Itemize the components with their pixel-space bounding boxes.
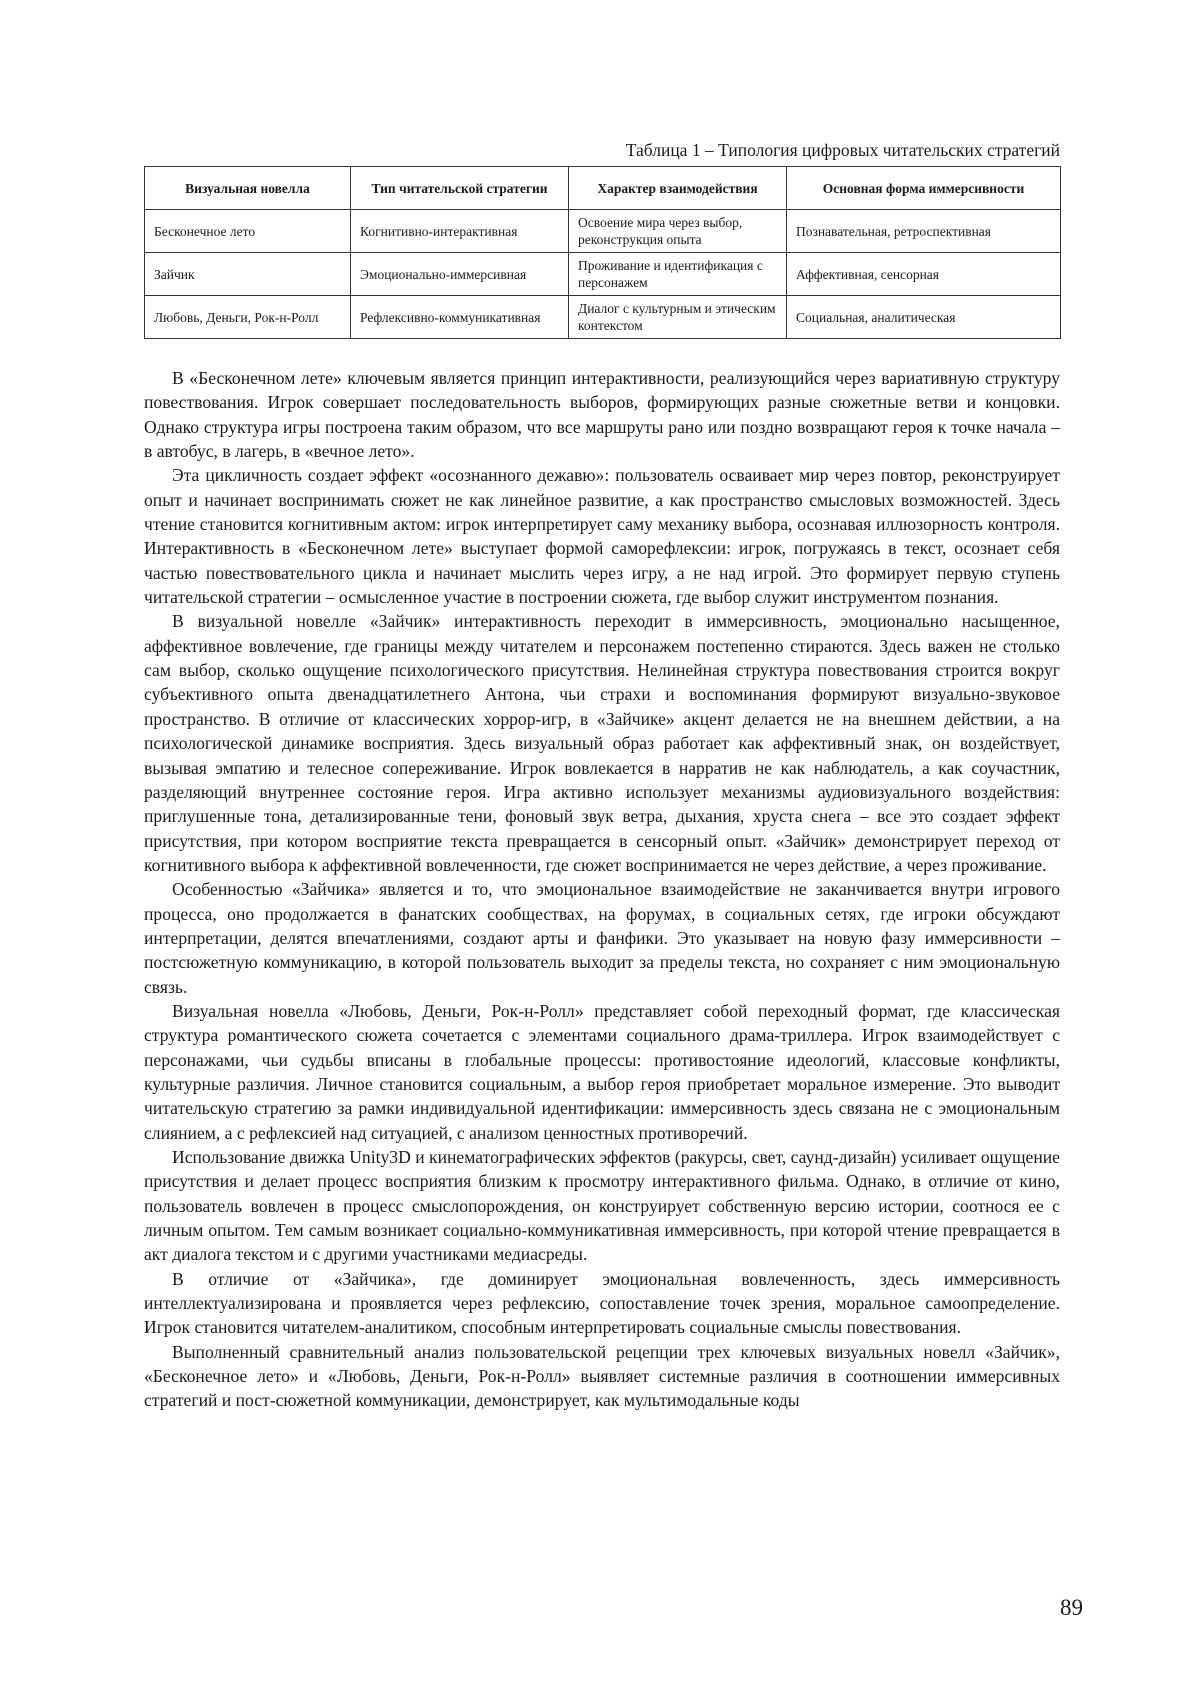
paragraph: В визуальной новелле «Зайчик» интерактивность переходит в иммерсивность, эмоционально насыщенное, аффективное вовлечение, где границы между читателем и персонажем постепенно стираются. Здесь важен не столько сам выбор, сколько ощущение психологического присутствия. Нелинейная структура повествования строится вокруг субъективного опыта двенадцатилетнего Антона, чьи страхи и воспоминания формируют визуально-звуковое пространство. В отличие от классических хоррор-игр, в «Зайчике» акцент делается не на внешнем действии, а на психологической динамике восприятия. Здесь визуальный образ работает как аффективный знак, он воздействует, вызывая эмпатию и телесное сопереживание. Игрок вовлекается в нарратив не как наблюдатель, а как соучастник, разделяющий внутреннее состояние героя. Игра активно использует механизмы аудиовизуального воздействия: приглушенные тона, детализированные тени, фоновый звук ветра, дыхания, хруста снега – все это создает эффект присутствия, при котором восприятие текста превращается в сенсорный опыт. «Зайчик» демонстрирует переход от когнитивного выбора к аффективной вовлеченности, где сюжет воспринимается не через действие, а через проживание. [144, 611, 1060, 875]
header-strategy-type: Тип читательской стратегии [351, 167, 569, 210]
header-visual-novel: Визуальная новелла [145, 167, 351, 210]
table-cell: Познавательная, ретроспективная [787, 210, 1061, 253]
header-interaction-character: Характер взаимодействия [569, 167, 787, 210]
table-row [145, 210, 1061, 253]
paragraph: Эта цикличность создает эффект «осознанного дежавю»: пользователь осваивает мир через повтор, реконструирует опыт и начинает воспринимать сюжет не как линейное развитие, а как пространство смысловых возможностей. Здесь чтение становится когнитивным актом: игрок интерпретирует саму механику выбора, осознавая иллюзорность контроля. Интерактивность в «Бесконечном лете» выступает формой саморефлексии: игрок, погружаясь в текст, осознает себя частью повествовательного цикла и начинает мыслить через игру, а не над игрой. Это формирует первую ступень читательской стратегии – осмысленное участие в построении сюжета, где выбор служит инструментом познания. [144, 465, 1060, 608]
table-cell: Диалог с культурным и этическим контекстом [569, 296, 787, 339]
table-caption: Таблица 1 – Типология цифровых читательских стратегий [625, 140, 1060, 160]
table-cell: Эмоционально-иммерсивная [351, 253, 569, 296]
table-cell: Бесконечное лето [145, 210, 351, 253]
paragraph: Визуальная новелла «Любовь, Деньги, Рок-н-Ролл» представляет собой переходный формат, где классическая структура романтического сюжета сочетается с элементами социального драма-триллера. Игрок взаимодействует с персонажами, чьи судьбы вписаны в глобальные процессы: противостояние идеологий, классовые конфликты, культурные различия. Личное становится социальным, а выбор героя приобретает моральное измерение. Это выводит читательскую стратегию за рамки индивидуальной идентификации: иммерсивность здесь связана не с эмоциональным слиянием, а с рефлексией над ситуацией, с анализом ценностных противоречий. [144, 1000, 1060, 1143]
paragraph: В отличие от «Зайчика», где доминирует эмоциональная вовлеченность, здесь иммерсивность интеллектуализирована и проявляется через рефлексию, сопоставление точек зрения, моральное самоопределение. Игрок становится читателем-аналитиком, способным интерпретировать социальные смыслы повествования. [144, 1268, 1060, 1338]
table-cell: Социальная, аналитическая [787, 296, 1061, 339]
paragraph: Особенностью «Зайчика» является и то, что эмоциональное взаимодействие не заканчивается внутри игрового процесса, оно продолжается в фанатских сообществах, на форумах, в социальных сетях, где игроки обсуждают интерпретации, делятся впечатлениями, создают арты и фанфики. Это указывает на новую фазу иммерсивности – постсюжетную коммуникацию, в которой пользователь выходит за пределы текста, но сохраняет с ним эмоциональную связь. [144, 879, 1060, 997]
table-cell: Когнитивно-интерактивная [351, 210, 569, 253]
typology-table [144, 166, 1061, 339]
table-cell: Аффективная, сенсорная [787, 253, 1061, 296]
table-cell: Любовь, Деньги, Рок-н-Ролл [145, 296, 351, 339]
page-number: 89 [1060, 1595, 1083, 1620]
table-cell: Зайчик [145, 253, 351, 296]
table-row [145, 253, 1061, 296]
paragraph: Использование движка Unity3D и кинематографических эффектов (ракурсы, свет, саунд-дизайн) усиливает ощущение присутствия и делает процесс восприятия близким к просмотру интерактивного фильма. Однако, в отличие от кино, пользователь вовлечен в процесс смыслопорождения, он конструирует собственную версию истории, соотнося ее с личным опытом. Тем самым возникает социально-коммуникативная иммерсивность, при которой чтение превращается в акт диалога текстом и с другими участниками медиасреды. [144, 1147, 1060, 1265]
table-header-row [145, 167, 1061, 210]
header-immersivity-form: Основная форма иммерсивности [787, 167, 1061, 210]
paragraph: Выполненный сравнительный анализ пользовательской рецепции трех ключевых визуальных новелл «Зайчик», «Бесконечное лето» и «Любовь, Деньги, Рок-н-Ролл» выявляет системные различия в соотношении иммерсивных стратегий и пост-сюжетной коммуникации, демонстрирует, как мультимодальные коды [144, 1341, 1060, 1411]
table-cell: Освоение мира через выбор, реконструкция опыта [569, 210, 787, 253]
body-text [144, 366, 1060, 1413]
table-cell: Проживание и идентификация с персонажем [569, 253, 787, 296]
table-row [145, 296, 1061, 339]
paragraph: В «Бесконечном лете» ключевым является принцип интерактивности, реализующийся через вариативную структуру повествования. Игрок совершает последовательность выборов, формирующих разные сюжетные ветви и концовки. Однако структура игры построена таким образом, что все маршруты рано или поздно возвращают героя к точке начала – в автобус, в лагерь, в «вечное лето». [144, 368, 1060, 462]
table-cell: Рефлексивно-коммуникативная [351, 296, 569, 339]
